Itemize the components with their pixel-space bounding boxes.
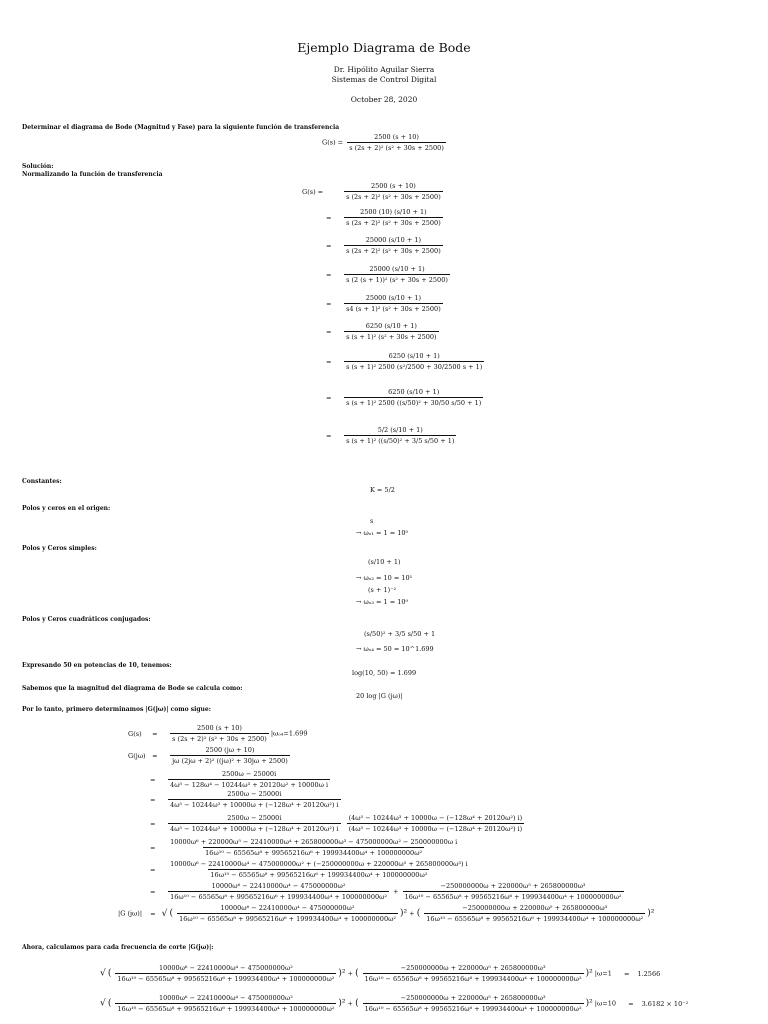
c1-imag	[363, 964, 584, 983]
gain-constant: K = 5/2	[370, 486, 395, 494]
deriv-r6b-num: −250000000ω + 220000ω⁵ + 265800000ω³	[440, 882, 586, 890]
eq-sign: =	[150, 819, 156, 828]
chain-step-4-den: s4 (s + 1)² (s² + 30s + 2500)	[346, 305, 441, 313]
c1-sub: |ω=1	[594, 969, 612, 978]
eq-sign: =	[326, 431, 332, 440]
deriv-r4-den: 16ω¹⁰ − 65565ω⁸ + 99565216ω⁶ + 199934400ω⁴ + 100000000ω²	[205, 849, 423, 857]
deriv-label-gs: G(s)	[128, 729, 142, 738]
chain-step-6-num: 6250 (s/10 + 1)	[388, 352, 440, 360]
chain-step-0-den: s (2s + 2)² (s² + 30s + 2500)	[346, 193, 441, 201]
quadratic-term: (s/50)² + 3/5 s/50 + 1	[364, 630, 436, 638]
eq-sign: =	[623, 969, 630, 978]
chain-label: G(s) =	[302, 187, 324, 196]
mag-imag	[424, 904, 645, 923]
document-date: October 28, 2020	[350, 95, 418, 104]
paren-close: )²	[585, 968, 593, 979]
c2-imag	[363, 994, 584, 1013]
deriv-gs	[170, 724, 269, 743]
chain-step-3-den: s (2 (s + 1))² (s² + 30s + 2500)	[346, 276, 448, 284]
sqrt-sign: √	[100, 998, 106, 1009]
author-name: Dr. Hipólito Aguilar Sierra	[333, 65, 435, 74]
deriv-r6a-num: 10000ω⁶ − 22410000ω⁴ − 475000000ω²	[211, 882, 346, 890]
deriv-r2-den: 4ω⁵ − 10244ω³ + 10000ω + (−128ω⁴ + 20120ω²) i	[170, 801, 339, 809]
eq-sign: =	[152, 751, 158, 760]
eq-sign: =	[628, 999, 634, 1008]
mag-real	[177, 904, 398, 923]
cutoff-eval-2: √ ( $\frac{\text{10000ω⁶ − 22410000ω⁴ − 475000000ω²}}{\text{16ω¹⁰ − 65565ω⁸ + 99565216ω⁶ + 199934400ω⁴ + 100000000ω²}}$ )² + ( $\frac{\text{−250000000ω + 220000ω⁵ + 265800000ω³}}{\text{16ω¹⁰ − 65565ω⁸ + 99565216ω⁶ + 199934400ω⁴ + 100000000ω²}}$ )² |ω=10 = 3.6182 × 10⁻²	[100, 994, 689, 1013]
chain-step-4	[344, 294, 443, 313]
deriv-gs-den: s (2s + 2)² (s² + 30s + 2500)	[172, 735, 267, 743]
c2-imag-num: −250000000ω + 220000ω⁵ + 265800000ω³	[400, 994, 546, 1002]
deriv-r5-den: 16ω¹⁰ − 65565ω⁸ + 99565216ω⁶ + 199934400ω⁴ + 100000000ω²	[210, 871, 428, 879]
simple-pole-freq: → ωₒ₃ = 1 = 10⁰	[356, 598, 409, 606]
deriv-r6b	[403, 882, 624, 901]
deriv-r5-num: 10000ω⁶ − 22410000ω⁴ − 475000000ω² + (−250000000ω + 220000ω⁵ + 265800000ω³) i	[170, 860, 468, 868]
paren-close: )²	[399, 908, 408, 919]
paren-open: (	[107, 998, 112, 1009]
chain-step-4-num: 25000 (s/10 + 1)	[365, 294, 422, 302]
mag-real-den: 16ω¹⁰ − 65565ω⁸ + 99565216ω⁶ + 199934400ω⁴ + 100000000ω²	[179, 915, 396, 923]
chain-step-5-num: 6250 (s/10 + 1)	[365, 322, 417, 330]
chain-step-0-num: 2500 (s + 10)	[370, 182, 416, 190]
paren-open: (	[416, 908, 421, 919]
paren-open: (	[355, 968, 359, 979]
magnitude-expression: |G (jω)| = √ ( $\frac{\text{10000ω⁶ − 22410000ω⁴ − 475000000ω²}}{\text{16ω¹⁰ − 65565ω⁸ + 99565216ω⁶ + 199934400ω⁴ + 100000000ω²}}$ )² + ( $\frac{\text{−250000000ω + 220000ω⁵ + 265800000ω³}}{\text{16ω¹⁰ − 65565ω⁸ + 99565216ω⁶ + 199934400ω⁴ + 100000000ω²}}$ )²	[118, 904, 655, 923]
eq-sign: =	[326, 327, 332, 336]
mag-imag-den: 16ω¹⁰ − 65565ω⁸ + 99565216ω⁶ + 199934400ω⁴ + 100000000ω²	[426, 915, 644, 923]
c1-real-num: 10000ω⁶ − 22410000ω⁴ − 475000000ω²	[158, 964, 293, 972]
origin-pole: s	[370, 517, 374, 525]
chain-step-6	[344, 352, 484, 371]
tf-fraction	[347, 133, 446, 152]
tf-label: G(s) =	[322, 138, 344, 147]
c2-imag-den: 16ω¹⁰ − 65565ω⁸ + 99565216ω⁶ + 199934400ω⁴ + 100000000ω²	[364, 1005, 582, 1013]
deriv-r3	[168, 814, 340, 833]
eq-sign: =	[326, 357, 332, 366]
eq-sign: =	[326, 393, 332, 402]
abs-label: |G (jω)|	[118, 909, 143, 918]
c2-real-num: 10000ω⁶ − 22410000ω⁴ − 475000000ω²	[158, 994, 293, 1002]
c1-value: 1.2566	[637, 969, 661, 978]
c2-real	[115, 994, 336, 1013]
deriv-r6a	[168, 882, 389, 901]
cutoff-eval-1: √ ( $\frac{\text{10000ω⁶ − 22410000ω⁴ − 475000000ω²}}{\text{16ω¹⁰ − 65565ω⁸ + 99565216ω⁶ + 199934400ω⁴ + 100000000ω²}}$ )² + ( $\frac{\text{−250000000ω + 220000ω⁵ + 265800000ω³}}{\text{16ω¹⁰ − 65565ω⁸ + 99565216ω⁶ + 199934400ω⁴ + 100000000ω²}}$ )² |ω=1 = 1.2566	[100, 964, 661, 983]
origin-freq: → ωₒ₁ = 1 = 10⁰	[356, 529, 409, 537]
c1-real-den: 16ω¹⁰ − 65565ω⁸ + 99565216ω⁶ + 199934400ω⁴ + 100000000ω²	[117, 975, 335, 983]
chain-step-1-num: 2500 (10) (s/10 + 1)	[360, 208, 427, 216]
deriv-r4	[168, 838, 459, 857]
paren-close: )²	[585, 998, 593, 1009]
deriv-gs-num: 2500 (s + 10)	[197, 724, 242, 732]
express50-heading: Expresando 50 en potencias de 10, tenemos:	[22, 662, 172, 669]
simple-zero: (s/10 + 1)	[368, 558, 401, 566]
eq-sign: =	[150, 775, 156, 784]
deriv-r3-num: 2500ω − 25000i	[227, 814, 282, 822]
course-name: Sistemas de Control Digital	[331, 75, 437, 84]
deriv-r2	[168, 790, 340, 809]
deriv-gjw	[170, 746, 290, 765]
chain-step-5	[344, 322, 439, 341]
paren-open: (	[169, 908, 173, 919]
chain-step-5-den: s (s + 1)² (s² + 30s + 2500)	[346, 333, 437, 341]
c1-imag-den: 16ω¹⁰ − 65565ω⁸ + 99565216ω⁶ + 199934400ω⁴ + 100000000ω²	[364, 975, 582, 983]
simple-zero-freq: → ωₒ₂ = 10 = 10¹	[356, 574, 413, 582]
paren-close: )²	[338, 998, 346, 1009]
problem-statement: Determinar el diagrama de Bode (Magnitud y Fase) para la siguiente función de transferencia	[22, 124, 340, 131]
deriv-r5	[168, 860, 470, 879]
chain-step-3-num: 25000 (s/10 + 1)	[369, 265, 425, 273]
simple-pole: (s + 1)⁻²	[368, 586, 397, 594]
chain-step-7-den: s (s + 1)² 2500 ((s/50)² + 30/50 s/50 + 1)	[346, 399, 482, 407]
c2-sub: |ω=10	[594, 999, 616, 1008]
document-title: Ejemplo Diagrama de Bode	[297, 40, 471, 55]
eq-sign: =	[150, 865, 156, 874]
deriv-r3-den: 4ω⁵ − 10244ω³ + 10000ω + (−128ω⁴ + 20120ω²) i	[170, 825, 339, 833]
paren-close: )²	[647, 908, 655, 919]
deriv-gjw-num: 2500 (jω + 10)	[205, 746, 255, 754]
c2-real-den: 16ω¹⁰ − 65565ω⁸ + 99565216ω⁶ + 199934400ω⁴ + 100000000ω²	[117, 1005, 335, 1013]
eq-sign: =	[150, 887, 156, 896]
magnitude-heading: Sabemos que la magnitud del diagrama de Bode se calcula como:	[22, 685, 243, 692]
quadratic-freq: → ωₒ₄ = 50 = 10^1.699	[356, 645, 434, 653]
log-equation: log(10, 50) = 1.699	[352, 669, 417, 677]
mag-real-num: 10000ω⁶ − 22410000ω⁴ − 475000000ω²	[220, 904, 355, 912]
chain-step-2-num: 25000 (s/10 + 1)	[365, 236, 422, 244]
eq-sign: =	[150, 795, 156, 804]
sqrt-sign: √	[161, 908, 168, 919]
mag-imag-num: −250000000ω + 220000ω⁵ + 265800000ω³	[462, 904, 608, 912]
eq-sign: =	[152, 729, 158, 738]
deriv-r6b-den: 16ω¹⁰ − 65565ω⁸ + 99565216ω⁶ + 199934400ω⁴ + 100000000ω²	[404, 893, 622, 901]
deriv-r2-num: 2500ω − 25000i	[227, 790, 282, 798]
chain-step-1-den: s (2s + 2)² (s² + 30s + 2500)	[346, 219, 441, 227]
chain-step-6-den: s (s + 1)² 2500 (s²/2500 + 30/2500 s + 1)	[346, 363, 483, 371]
deriv-label-gjw: G(jω)	[128, 751, 146, 760]
normalize-heading: Normalizando la función de transferencia	[22, 171, 163, 178]
eq-sign: =	[326, 299, 332, 308]
deriv-gs-sub: |ωₒ₄=1.699	[270, 729, 308, 738]
chain-step-8-num: 5/2 (s/10 + 1)	[377, 426, 423, 434]
deriv-r1	[168, 770, 330, 789]
chain-step-8	[344, 426, 456, 445]
chain-step-7-num: 6250 (s/10 + 1)	[388, 388, 440, 396]
deriv-r6a-den: 16ω¹⁰ − 65565ω⁸ + 99565216ω⁶ + 199934400ω⁴ + 100000000ω²	[170, 893, 387, 901]
paren-open: (	[355, 998, 359, 1009]
chain-step-2	[344, 236, 443, 255]
c1-imag-num: −250000000ω + 220000ω⁵ + 265800000ω³	[400, 964, 546, 972]
chain-step-1	[344, 208, 443, 227]
chain-step-7	[344, 388, 483, 407]
tf-numerator: 2500 (s + 10)	[374, 133, 419, 141]
c2-value: 3.6182 × 10⁻²	[641, 999, 689, 1008]
chain-step-3	[344, 265, 450, 284]
eq-sign: =	[326, 213, 332, 222]
deriv-r1-den: 4ω⁵ − 128ω⁴ − 10244ω³ + 20120ω² + 10000ω i	[170, 781, 329, 789]
chain-step-0	[344, 182, 443, 201]
sqrt-sign: √	[100, 968, 106, 979]
deriv-r3b	[347, 814, 525, 833]
eq-sign: =	[326, 270, 332, 279]
deriv-r3b-den: (4ω⁵ − 10244ω³ + 10000ω − (−128ω⁴ + 20120ω²) i)	[348, 825, 523, 833]
deriv-gjw-den: jω (2jω + 2)² ((jω)² + 30jω + 2500)	[172, 757, 288, 765]
cutoff-heading: Ahora, calculamos para cada frecuencia de corte |G(jω)|:	[22, 944, 214, 951]
deriv-r4-num: 10000ω⁶ + 220000ω⁵ − 22410000ω⁴ + 265800000ω³ − 475000000ω² − 250000000ω i	[170, 838, 458, 846]
chain-step-8-den: s (s + 1)² ((s/50)² + 3/5 s/50 + 1)	[346, 437, 455, 445]
paren-open: (	[107, 968, 112, 979]
eq-sign: =	[150, 843, 156, 852]
solution-heading: Solución:	[22, 163, 54, 170]
paren-close: )²	[338, 968, 346, 979]
tf-denominator: s (2s + 2)² (s² + 30s + 2500)	[349, 144, 444, 152]
eq-sign: =	[150, 909, 156, 918]
determine-heading: Por lo tanto, primero determinamos |G(jω)| como sigue:	[22, 706, 211, 713]
c1-real	[115, 964, 336, 983]
simple-heading: Polos y Ceros simples:	[22, 545, 97, 552]
eq-sign: =	[326, 241, 332, 250]
magnitude-formula: 20 log |G (jω)|	[356, 692, 403, 700]
origin-heading: Polos y ceros en el origen:	[22, 505, 111, 512]
chain-step-2-den: s (2s + 2)² (s² + 30s + 2500)	[346, 247, 441, 255]
deriv-r1-num: 2500ω − 25000i	[221, 770, 277, 778]
constants-heading: Constantes:	[22, 478, 62, 485]
quadratic-heading: Polos y Ceros cuadráticos conjugados:	[22, 616, 151, 623]
document-page: Ejemplo Diagrama de Bode Dr. Hipólito Aguilar Sierra Sistemas de Control Digital October 28, 2020 Determinar el diagrama de Bode (Magnitud y Fase) para la siguiente función de transferencia G(s) = $\frac{2500 (s + 10)}{\text{s (2s + 2)² (s² + 30s + 2500)}}$ Solución: Normalizando la función de transferencia G(s) = $\frac{2500 (s + 10)}{\text{s (2s + 2)² (s² + 30s + 2500)}}$ = $\frac{2500 (10) (s/10 + 1)}{\text{s (2s + 2)² (s² + 30s + 2500)}}$ = $\frac{25000 (s/10 + 1)}{\text{s (2s + 2)² (s² + 30s + 2500)}}$ = $\frac{25000 (s/10 + 1)}{\text{s (2 (s + 1))² (s² + 30s + 2500)}}$ = $\frac{25000 (s/10 + 1)}{\text{s4 (s + 1)² (s² + 30s + 2500)}}$ = $\frac{6250 (s/10 + 1)}{\text{s (s + 1)² (s² + 30s + 2500)}}$ = $\frac{6250 (s/10 + 1)}{\text{s (s + 1)² 2500 (s²/2500 + 30/2500 s + 1)}}$ = $\frac{6250 (s/10 + 1)}{\text{s (s + 1)² 2500 ((s/50)² + 30/50 s/50 + 1)}}$ = $\frac{5/2 (s/10 + 1)}{\text{s (s + 1)² ((s/50)² + 3/5 s/50 + 1)}}$ Constantes: K = 5/2 Polos y ceros en el origen: s → ωₒ₁ = 1 = 10⁰ Polos y Ceros simples: (s/10 + 1) → ωₒ₂ = 10 = 10¹ (s + 1)⁻² → ωₒ₃ = 1 = 10⁰ Polos y Ceros cuadráticos conjugados: (s/50)² + 3/5 s/50 + 1 → ωₒ₄ = 50 = 10^1.699 Expresando 50 en potencias de 10, tenemos: log(10, 50) = 1.699 Sabemos que la magnitud del diagrama de Bode se calcula como: 20 log |G (jω)| Por lo tanto, primero determinamos |G(jω)| como sigue: G(s) = $\frac{2500 (s + 10)}{\text{s (2s + 2)² (s² + 30s + 2500)}}$ |ωₒ₄=1.699 G(jω) = $\frac{2500 (j\omega + 10)}{\text{jω (2jω + 2)² ((jω)² + 30jω + 2500)}}$ = $\frac{2500\omega - 25000i}{\text{4ω⁵ − 128ω⁴ − 10244ω³ + 20120ω² + 10000ω i}}$ = $\frac{2500\omega - 25000i}{\text{4ω⁵ − 10244ω³ + 10000ω + (−128ω⁴ + 20120ω²) i}}$ = $\frac{2500\omega - 25000i}{\text{4ω⁵ − 10244ω³ + 10000ω + (−128ω⁴ + 20120ω²) i}}$ $\frac{\text{(4ω⁵ − 10244ω³ + 10000ω − (−128ω⁴ + 20120ω²) i)}}{\text{(4ω⁵ − 10244ω³ + 10000ω − (−128ω⁴ + 20120ω²) i)}}$ = 10000ω⁶ + 220000ω⁵ − 22410000ω⁴ + 265800000ω³ − 475000000ω² − 250000000ω i 16ω¹⁰ − 65565ω⁸ + 99565216ω⁶ + 199934400ω⁴ + 100000000ω² = 10000ω⁶ − 22410000ω⁴ − 475000000ω² + (−250000000ω + 220000ω⁵ + 265800000ω³) i 16ω¹⁰ − 65565ω⁸ + 99565216ω⁶ + 199934400ω⁴ + 100000000ω² = $\frac{\text{10000ω⁶ − 22410000ω⁴ − 475000000ω²}}{\text{16ω¹⁰ − 65565ω⁸ + 99565216ω⁶ + 199934400ω⁴ + 100000000ω²}}$ + $\frac{\text{−250000000ω + 220000ω⁵ + 265800000ω³}}{\text{16ω¹⁰ − 65565ω⁸ + 99565216ω⁶ + 199934400ω⁴ + 100000000ω²}}$ |G (jω)| = √ ( $\frac{\text{10000ω⁶ − 22410000ω⁴ − 475000000ω²}}{\text{16ω¹⁰ − 65565ω⁸ + 99565216ω⁶ + 199934400ω⁴ + 100000000ω²}}$ )² + ( $\frac{\text{−250000000ω + 220000ω⁵ + 265800000ω³}}{\text{16ω¹⁰ − 65565ω⁸ + 99565216ω⁶ + 199934400ω⁴ + 100000000ω²}}$ )² Ahora, calculamos para cada frecuencia de corte |G(jω)|: √ ( $\frac{\text{10000ω⁶ − 22410000ω⁴ − 475000000ω²}}{\text{16ω¹⁰ − 65565ω⁸ + 99565216ω⁶ + 199934400ω⁴ + 100000000ω²}}$ )² + ( $\frac{\text{−250000000ω + 220000ω⁵ + 265800000ω³}}{\text{16ω¹⁰ − 65565ω⁸ + 99565216ω⁶ + 199934400ω⁴ + 100000000ω²}}$ )² |ω=1 = 1.2566 √ ( $\frac{\text{10000ω⁶ − 22410000ω⁴ − 475000000ω²}}{\text{16ω¹⁰ − 65565ω⁸ + 99565216ω⁶ + 199934400ω⁴ + 100000000ω²}}$ )² + ( $\frac{\text{−250000000ω + 220000ω⁵ + 265800000ω³}}{\text{16ω¹⁰ − 65565ω⁸ + 99565216ω⁶ + 199934400ω⁴ + 100000000ω²}}$ )² |ω=10 = 3.6182 × 10⁻²	[0, 0, 768, 1024]
deriv-r3b-num: (4ω⁵ − 10244ω³ + 10000ω − (−128ω⁴ + 20120ω²) i)	[348, 814, 523, 822]
transfer-function	[322, 133, 448, 152]
